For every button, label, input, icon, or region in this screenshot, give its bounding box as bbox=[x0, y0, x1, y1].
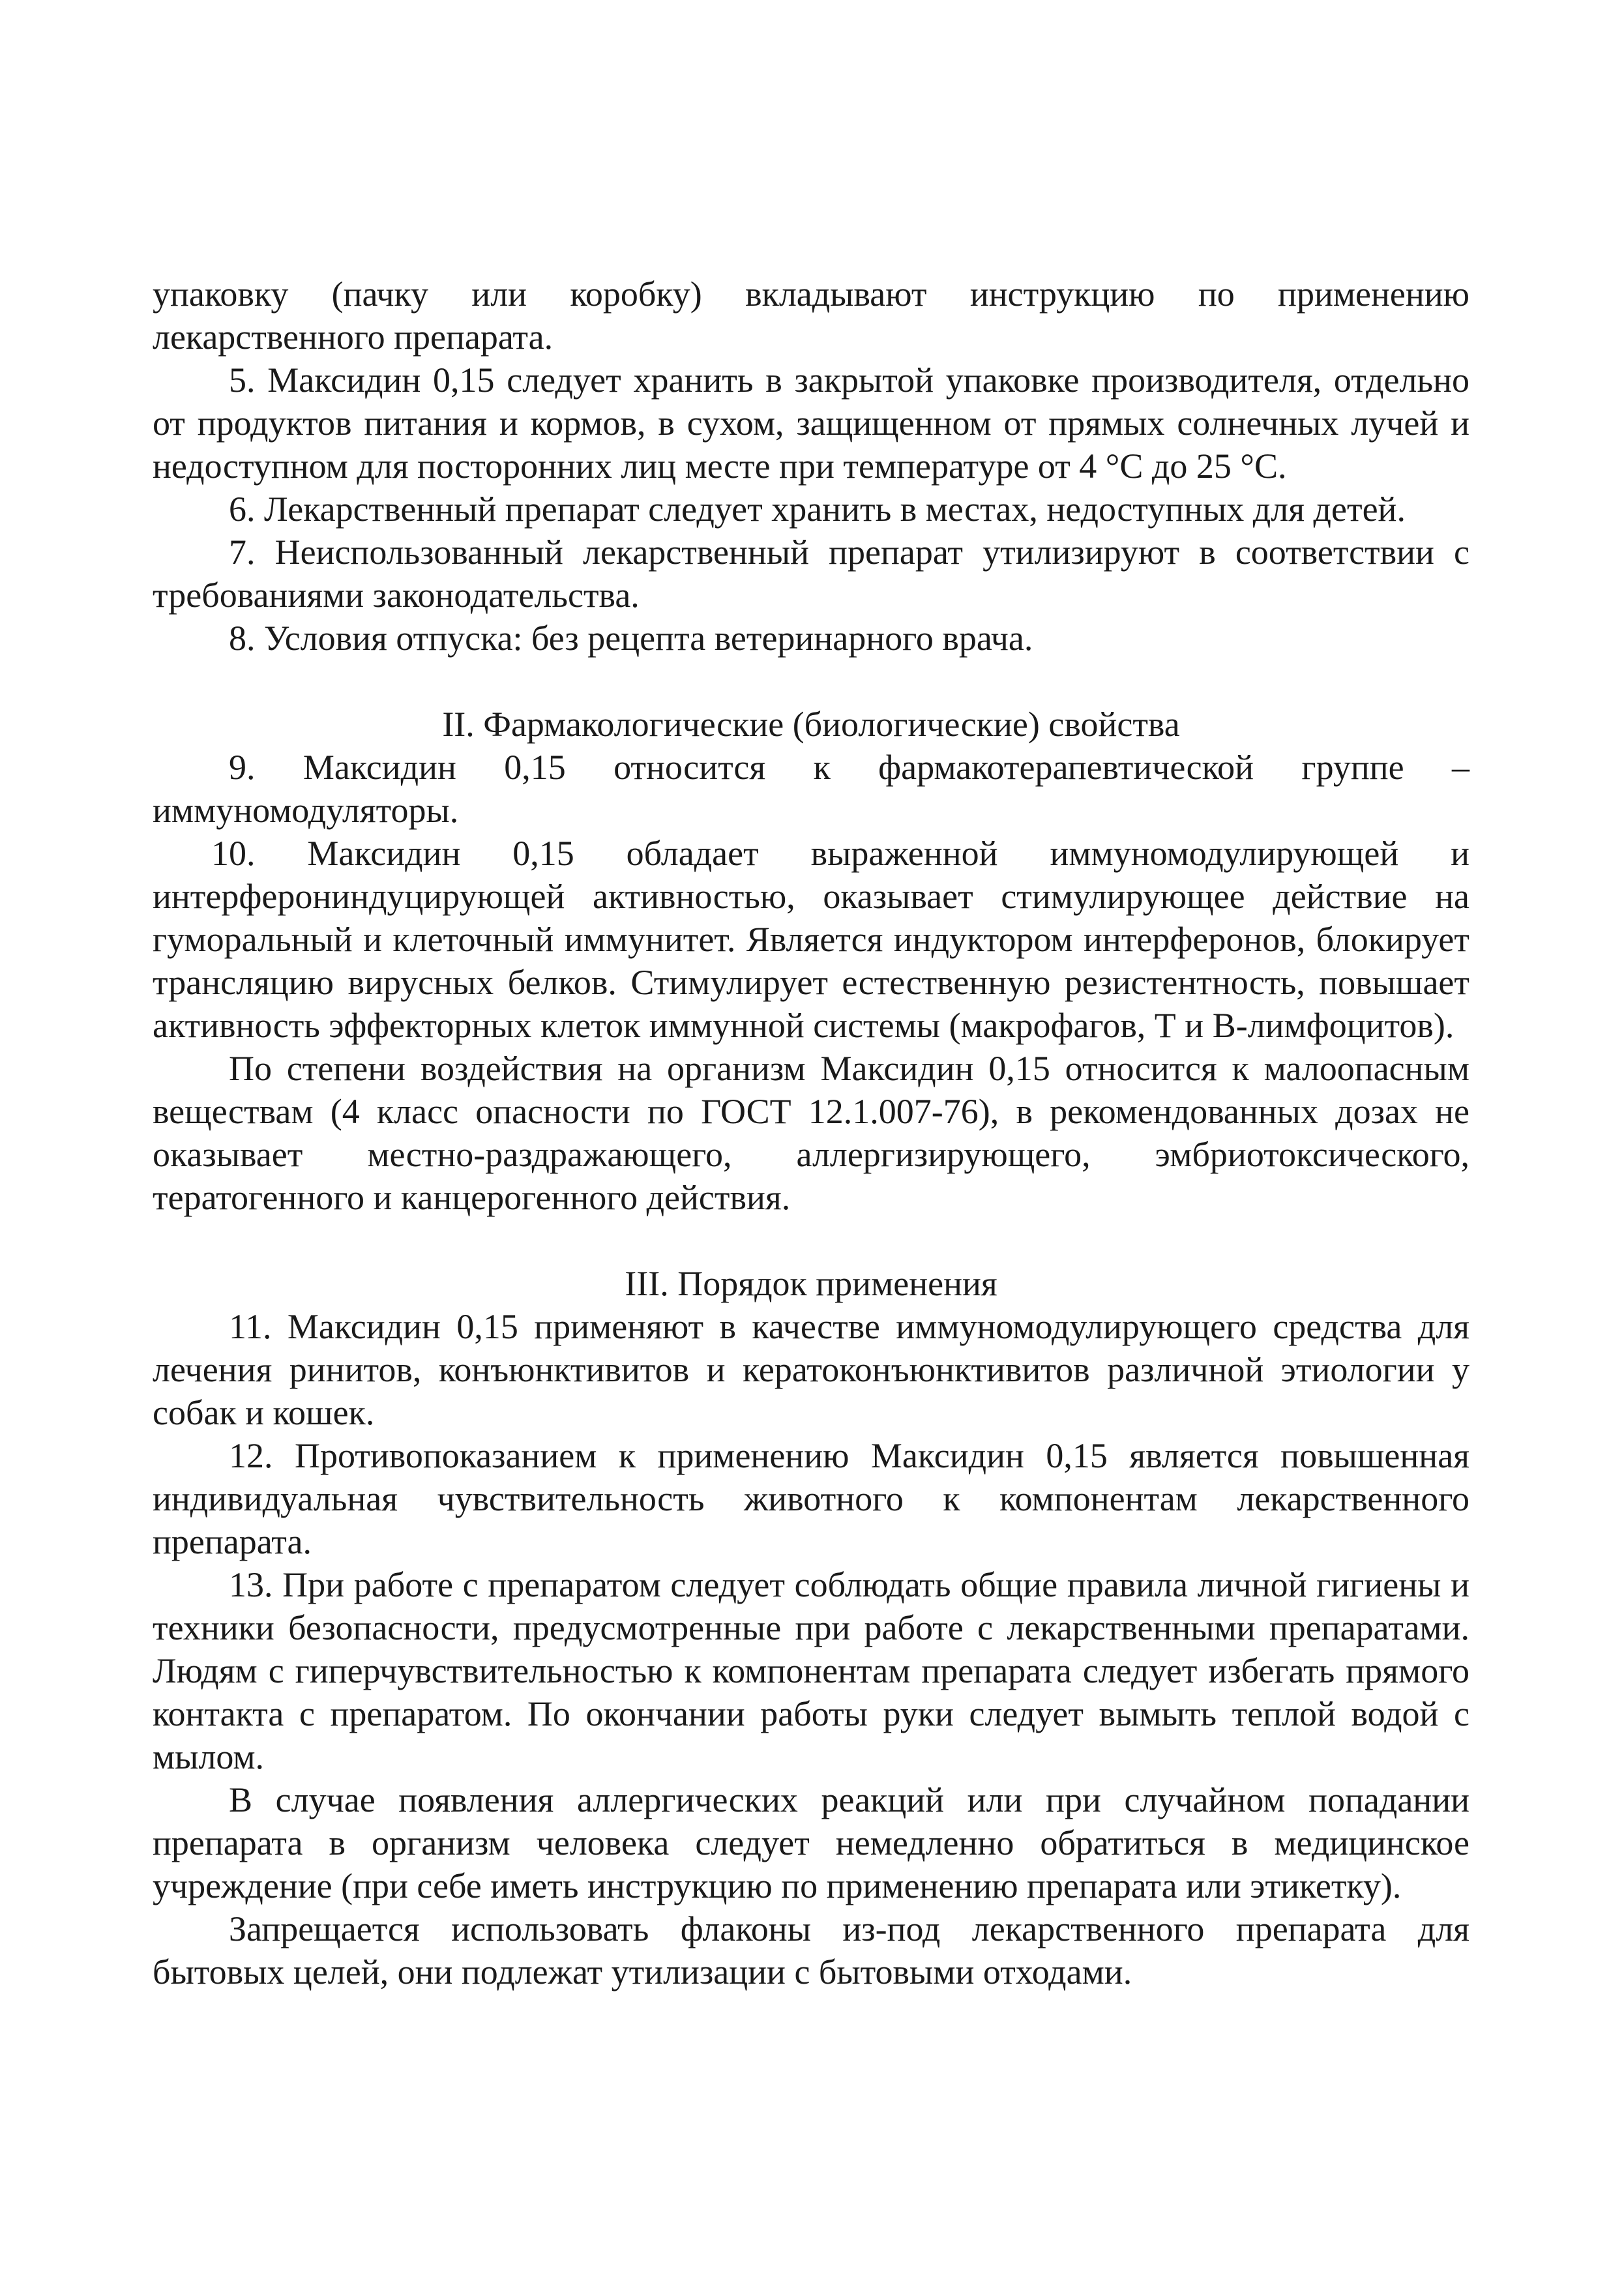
paragraph-allergic-reactions: В случае появления аллергических реакций или при случайном попадании препарата в организм человека следует немедленно обратиться в медицинское учреждение (при себе иметь инструкцию по применению препарата или этикетку). bbox=[153, 1780, 1469, 1905]
paragraph-vial-disposal: Запрещается использовать флаконы из-под лекарственного препарата для бытовых целей, они подлежат утилизации с бытовыми отходами. bbox=[153, 1909, 1469, 1991]
paragraph-item-11-indications: 11. Максидин 0,15 применяют в качестве иммуномодулирующего средства для лечения ринитов, конъюнктивитов и кератоконъюнктивитов различной этиологии у собак и кошек. bbox=[153, 1307, 1469, 1432]
paragraph-item-10-activity: 10. Максидин 0,15 обладает выраженной иммуномодулирующей и интерферониндуцирующей активностью, оказывает стимулирующее действие на гуморальный и клеточный иммунитет. Является индуктором интерферонов, блокирует трансляцию вирусных белков. Стимулирует естественную резистентность, повышает активность эффекторных клеток иммунной системы (макрофагов, Т и В-лимфоцитов). bbox=[153, 834, 1469, 1045]
paragraph-item-12-contraindications: 12. Противопоказанием к применению Максидин 0,15 является повышенная индивидуальная чувствительность животного к компонентам лекарственного препарата. bbox=[153, 1436, 1469, 1561]
paragraph-item-6-children: 6. Лекарственный препарат следует хранить в местах, недоступных для детей. bbox=[229, 490, 1406, 529]
paragraph-packaging-continuation: упаковку (пачку или коробку) вкладывают инструкцию по применению лекарственного препарата. bbox=[153, 274, 1469, 357]
paragraph-item-5-storage: 5. Максидин 0,15 следует хранить в закрытой упаковке производителя, отдельно от продуктов питания и кормов, в сухом, защищенном от прямых солнечных лучей и недоступном для посторонних лиц месте при температуре от 4 °С до 25 °С. bbox=[153, 360, 1469, 486]
paragraph-hazard-class: По степени воздействия на организм Максидин 0,15 относится к малоопасным веществам (4 класс опасности по ГОСТ 12.1.007-76), в рекомендованных дозах не оказывает местно-раздражающего, аллергизирующего, эмбриотоксического, тератогенного и канцерогенного действия. bbox=[153, 1049, 1469, 1217]
paragraph-item-9-group: 9. Максидин 0,15 относится к фармакотерапевтической группе – иммуномодуляторы. bbox=[153, 748, 1469, 830]
section-heading-pharmacological: II. Фармакологические (биологические) свойства bbox=[442, 705, 1180, 744]
paragraph-item-7-disposal: 7. Неиспользованный лекарственный препарат утилизируют в соответствии с требованиями законодательства. bbox=[153, 533, 1469, 615]
paragraph-item-8-dispensing: 8. Условия отпуска: без рецепта ветеринарного врача. bbox=[229, 619, 1033, 658]
section-heading-application: III. Порядок применения bbox=[625, 1264, 997, 1303]
paragraph-item-13-safety: 13. При работе с препаратом следует соблюдать общие правила личной гигиены и техники безопасности, предусмотренные при работе с лекарственными препаратами. Людям с гиперчувствительностью к компонентам препарата следует избегать прямого контакта с препаратом. По окончании работы руки следует вымыть теплой водой с мылом. bbox=[153, 1565, 1469, 1776]
document-body bbox=[153, 272, 1469, 1993]
